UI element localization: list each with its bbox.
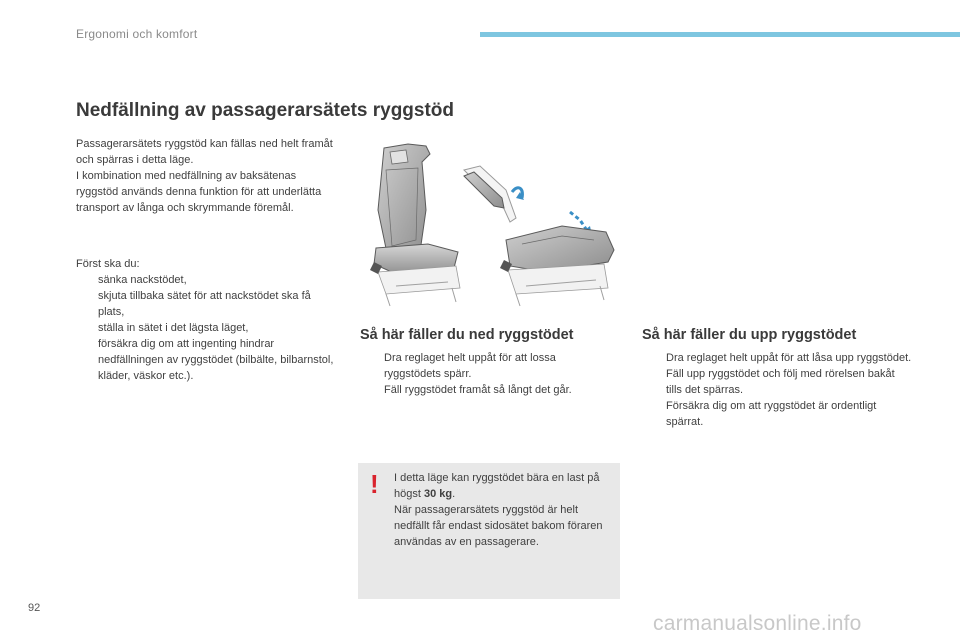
list-item-text: Dra reglaget helt uppåt för att lossa ryggstödets spärr. xyxy=(384,352,556,380)
seat-folded xyxy=(464,166,614,306)
warning-load-value: 30 kg xyxy=(423,488,453,500)
header-accent-bar xyxy=(480,32,960,37)
exclamation-icon: ! xyxy=(370,469,379,499)
list-item-text: skjuta tillbaka sätet för att nackstödet ska få plats, xyxy=(98,290,311,318)
list-item xyxy=(644,350,912,366)
warning-text-2: När passagerarsätets ryggstöd är helt nedfällt får endast sidosätet bakom föraren användas av en passagerare. xyxy=(394,504,603,548)
intro-text xyxy=(76,136,338,216)
warning-text xyxy=(394,470,612,550)
fold-up-steps-list xyxy=(644,350,912,430)
intro-line-2: I kombination med nedfällning av baksätenas ryggstöd används denna funktion för att underlätta transport av långa och skrymmande föremål. xyxy=(76,170,322,214)
list-item xyxy=(76,272,334,288)
list-item xyxy=(644,366,912,398)
list-item-text: Fäll ryggstödet framåt så långt det går. xyxy=(384,384,572,396)
fold-down-title: Så här fäller du ned ryggstödet xyxy=(360,327,574,343)
seat-upright xyxy=(370,144,460,306)
seat-folding-illustration xyxy=(356,140,620,315)
list-item-text: Dra reglaget helt uppåt för att låsa upp ryggstödet. xyxy=(666,352,912,364)
page-number: 92 xyxy=(28,602,41,614)
list-item xyxy=(362,382,612,398)
list-item xyxy=(76,288,334,320)
page-title: Nedfällning av passagerarsätets ryggstöd xyxy=(76,100,455,121)
list-item xyxy=(76,336,334,384)
warning-box xyxy=(358,463,620,599)
list-item xyxy=(644,398,912,430)
list-item xyxy=(362,350,612,382)
list-item-text: försäkra dig om att ingenting hindrar nedfällningen av ryggstödet (bilbälte, bilbarnstol, kläder, väskor etc.). xyxy=(98,338,334,382)
warning-text-part: I detta läge kan ryggstödet bära en last på högst xyxy=(394,472,600,500)
list-item-text: Försäkra dig om att ryggstödet är ordentligt spärrat. xyxy=(666,400,877,428)
list-item xyxy=(76,320,334,336)
list-item-text: ställa in sätet i det lägsta läget, xyxy=(98,322,249,334)
watermark: carmanualsonline.info xyxy=(653,612,862,635)
list-item-text: sänka nackstödet, xyxy=(98,274,187,286)
fold-down-steps-list xyxy=(362,350,612,398)
prep-label: Först ska du: xyxy=(76,258,140,270)
intro-line-1: Passagerarsätets ryggstöd kan fällas ned helt framåt och spärras i detta läge. xyxy=(76,138,333,166)
warning-text-part: . xyxy=(452,488,456,500)
header-section-label: Ergonomi och komfort xyxy=(76,27,198,41)
fold-up-title: Så här fäller du upp ryggstödet xyxy=(642,327,857,343)
list-item-text: Fäll upp ryggstödet och följ med rörelsen bakåt tills det spärras. xyxy=(666,368,895,396)
prep-steps-list xyxy=(76,272,334,384)
